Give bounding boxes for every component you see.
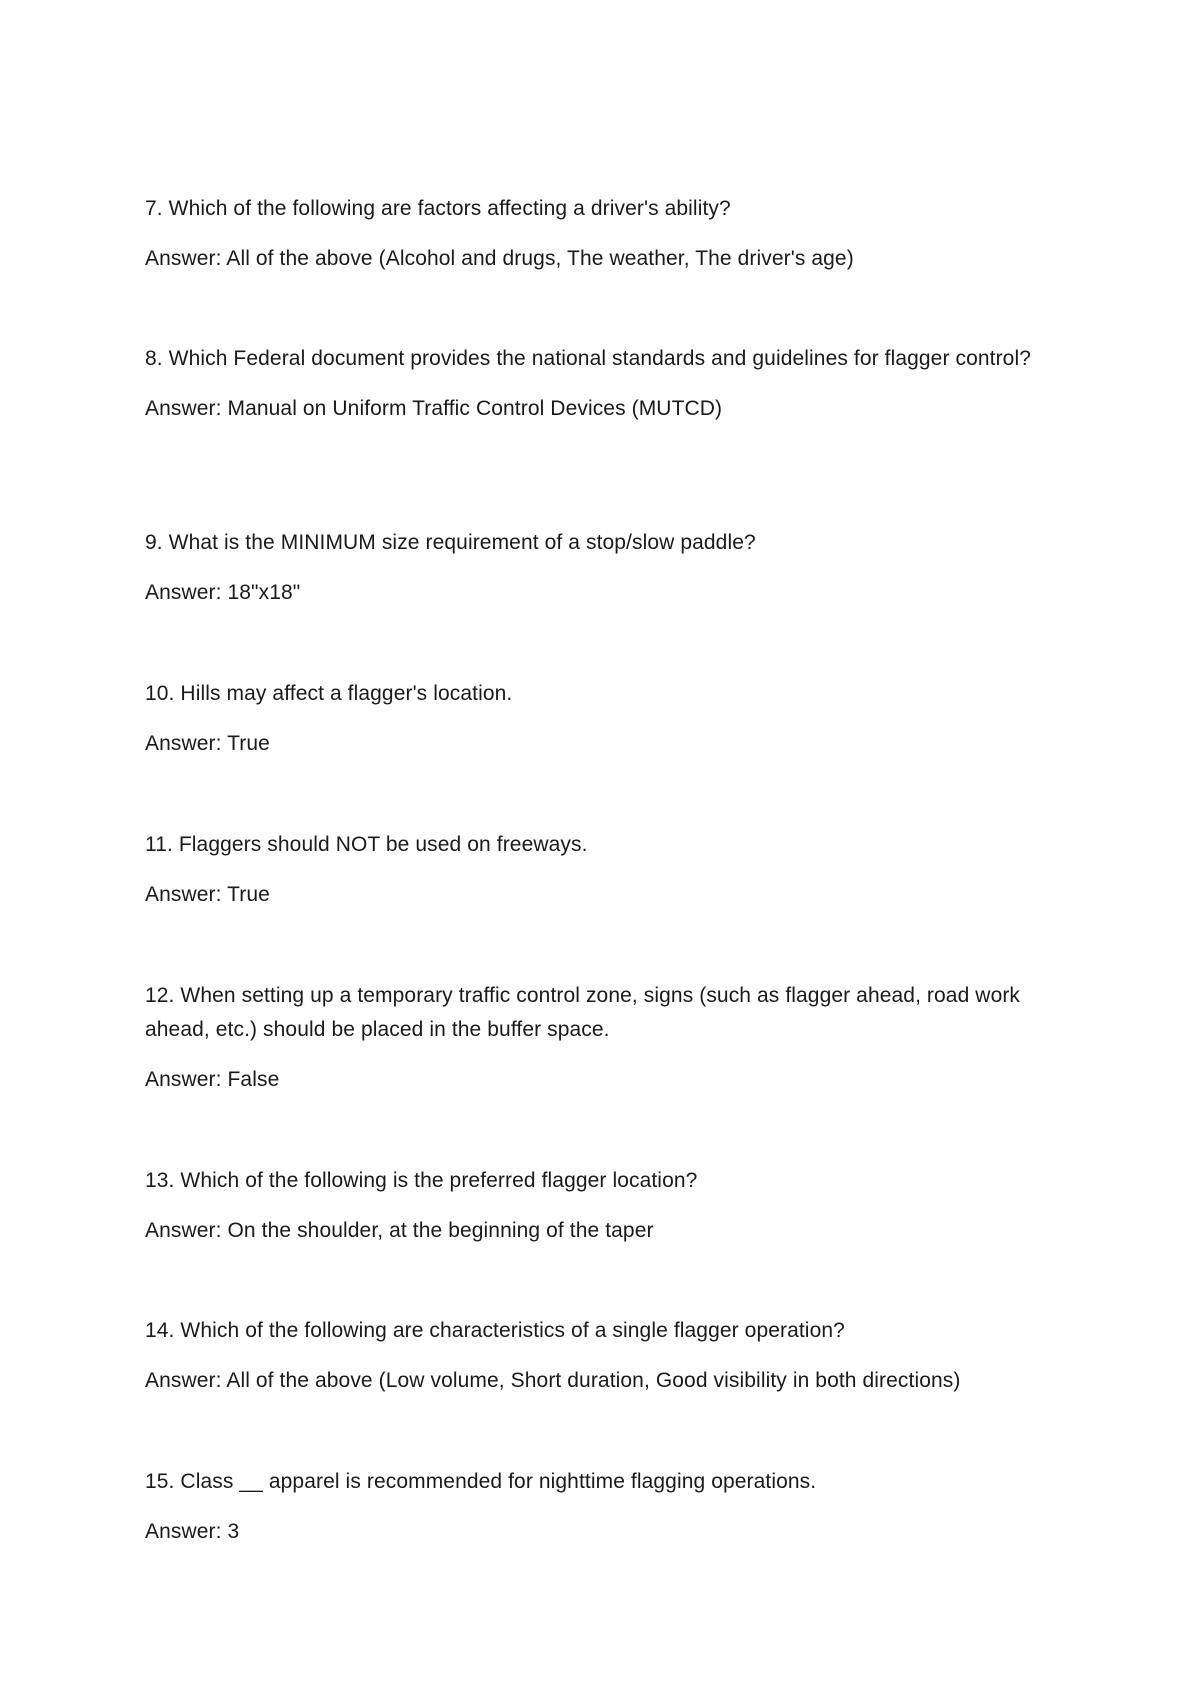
qa-item-13 — [145, 1164, 1065, 1248]
question-text: 12. When setting up a temporary traffic control zone, signs (such as flagger ahead, road work ahead, etc.) should be placed in the buffer space. — [145, 984, 1021, 1041]
question-text: 9. What is the MINIMUM size requirement of a stop/slow paddle? — [145, 531, 756, 554]
question-text: 10. Hills may affect a flagger's location. — [145, 682, 513, 705]
question-text: 8. Which Federal document provides the national standards and guidelines for flagger control? — [145, 347, 1031, 370]
qa-item-10 — [145, 677, 1065, 761]
question-text: 7. Which of the following are factors affecting a driver's ability? — [145, 197, 731, 220]
question-text: 15. Class __ apparel is recommended for nighttime flagging operations. — [145, 1470, 817, 1493]
answer-text: Answer: 18"x18" — [145, 581, 301, 604]
answer-text: Answer: All of the above (Low volume, Short duration, Good visibility in both directions) — [145, 1369, 961, 1392]
answer-text: Answer: 3 — [145, 1520, 240, 1543]
question-text: 13. Which of the following is the preferred flagger location? — [145, 1169, 698, 1192]
question-text: 11. Flaggers should NOT be used on freeways. — [145, 833, 588, 856]
question-text: 14. Which of the following are characteristics of a single flagger operation? — [145, 1319, 845, 1342]
qa-item-12 — [145, 979, 1065, 1097]
answer-text: Answer: On the shoulder, at the beginning of the taper — [145, 1219, 654, 1242]
qa-item-14 — [145, 1314, 1065, 1398]
answer-text: Answer: Manual on Uniform Traffic Control Devices (MUTCD) — [145, 397, 723, 420]
answer-text: Answer: True — [145, 883, 270, 906]
qa-item-11 — [145, 828, 1065, 912]
answer-text: Answer: All of the above (Alcohol and drugs, The weather, The driver's age) — [145, 247, 854, 270]
answer-text: Answer: True — [145, 732, 270, 755]
qa-item-9 — [145, 526, 1065, 610]
qa-item-15 — [145, 1465, 1065, 1549]
answer-text: Answer: False — [145, 1068, 280, 1091]
qa-item-7 — [145, 192, 1065, 276]
qa-item-8 — [145, 342, 1065, 426]
